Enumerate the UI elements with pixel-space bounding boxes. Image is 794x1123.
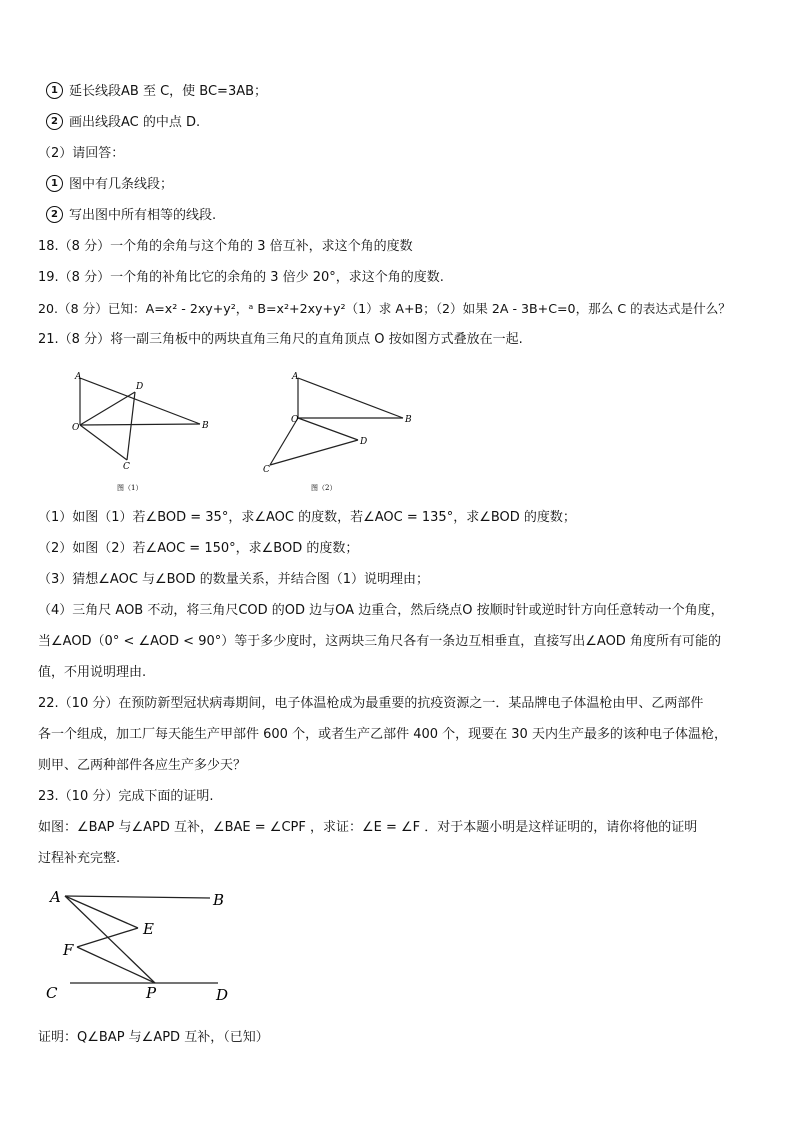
question-21-part-4-line-2: 当∠AOD（0° < ∠AOD < 90°）等于多少度时，这两块三角尺各有一条边互相垂直，直接写出∠AOD 角度所有可能的 — [38, 634, 721, 649]
question-21-part-4-line-3: 值，不用说明理由. — [38, 665, 147, 680]
point-label-c: C — [123, 462, 130, 472]
question-22-line-3: 则甲、乙两种部件各应生产多少天？ — [38, 758, 247, 773]
proof-start: 证明：Q∠BAP 与∠APD 互补，（已知） — [38, 1030, 269, 1045]
circled-number: 1 — [46, 175, 63, 192]
instruction-text: 画出线段AC 的中点 D. — [69, 115, 201, 130]
point-label-a: A — [292, 372, 299, 382]
point-label-e: E — [143, 920, 154, 938]
question-21: 21.（8 分）将一副三角板中的两块直角三角尺的直角顶点 O 按如图方式叠放在一起. — [38, 332, 523, 347]
point-label-d: D — [360, 437, 368, 447]
point-label-a: A — [75, 372, 82, 382]
point-label-a: A — [50, 888, 61, 906]
question-22-line-2: 各一个组成，加工厂每天能生产甲部件 600 个，或者生产乙部件 400 个，现要在 30 天内生产最多的该种电子体温枪， — [38, 727, 727, 742]
point-label-d: D — [136, 382, 144, 392]
question-23-statement-line-2: 过程补充完整. — [38, 851, 121, 866]
point-label-c: C — [46, 984, 58, 1002]
point-label-b: B — [213, 891, 225, 909]
point-label-o: O — [291, 415, 299, 425]
question-21-part-2: （2）如图（2）若∠AOC = 150°，求∠BOD 的度数； — [38, 541, 359, 556]
sub-question-2: （2）请回答： — [38, 146, 125, 161]
question-text: 写出图中所有相等的线段. — [69, 208, 217, 223]
instruction-text: 延长线段AB 至 C，使 BC=3AB； — [69, 84, 268, 99]
question-equal-segments — [46, 206, 774, 226]
figure-23 — [40, 882, 250, 1007]
figure-21-2 — [255, 368, 415, 498]
question-count-segments — [46, 175, 774, 195]
point-label-p: P — [146, 984, 157, 1002]
figure-caption: 图（1） — [117, 484, 143, 492]
circled-number: 1 — [46, 82, 63, 99]
question-21-part-4-line-1: （4）三角尺 AOB 不动，将三角尺COD 的OD 边与OA 边重合，然后绕点O 按顺时针或逆时针方向任意转动一个角度， — [38, 603, 724, 618]
question-20: 20.（8 分）已知：A=x² - 2xy+y²，ᵃ B=x²+2xy+y²（1）求 A+B；（2）如果 2A - 3B+C=0，那么 C 的表达式是什么？ — [38, 301, 731, 316]
instruction-midpoint — [46, 113, 774, 133]
point-label-d: D — [216, 986, 229, 1004]
question-18: 18.（8 分）一个角的余角与这个角的 3 倍互补，求这个角的度数 — [38, 239, 413, 254]
question-23: 23.（10 分）完成下面的证明. — [38, 789, 214, 804]
question-21-part-1: （1）如图（1）若∠BOD = 35°，求∠AOC 的度数，若∠AOC = 135°，求∠BOD 的度数； — [38, 510, 576, 525]
circled-number: 2 — [46, 206, 63, 223]
point-label-f: F — [63, 941, 74, 959]
figure-21-1 — [65, 368, 225, 498]
question-text: 图中有几条线段； — [69, 177, 174, 192]
question-22-line-1: 22.（10 分）在预防新型冠状病毒期间，电子体温枪成为最重要的抗疫资源之一．某品牌电子体温枪由甲、乙两部件 — [38, 696, 704, 711]
point-label-b: B — [202, 421, 209, 431]
question-19: 19.（8 分）一个角的补角比它的余角的 3 倍少 20°，求这个角的度数. — [38, 270, 444, 285]
instruction-extend-segment — [46, 82, 774, 102]
point-label-c: C — [263, 465, 270, 475]
point-label-o: O — [72, 423, 80, 433]
figure-caption: 图（2） — [311, 484, 337, 492]
question-23-statement-line-1: 如图：∠BAP 与∠APD 互补，∠BAE = ∠CPF ，求证：∠E = ∠F ．对于本题小明是这样证明的，请你将他的证明 — [38, 820, 698, 835]
circled-number: 2 — [46, 113, 63, 130]
point-label-b: B — [405, 415, 412, 425]
question-21-part-3: （3）猜想∠AOC 与∠BOD 的数量关系，并结合图（1）说明理由； — [38, 572, 430, 587]
